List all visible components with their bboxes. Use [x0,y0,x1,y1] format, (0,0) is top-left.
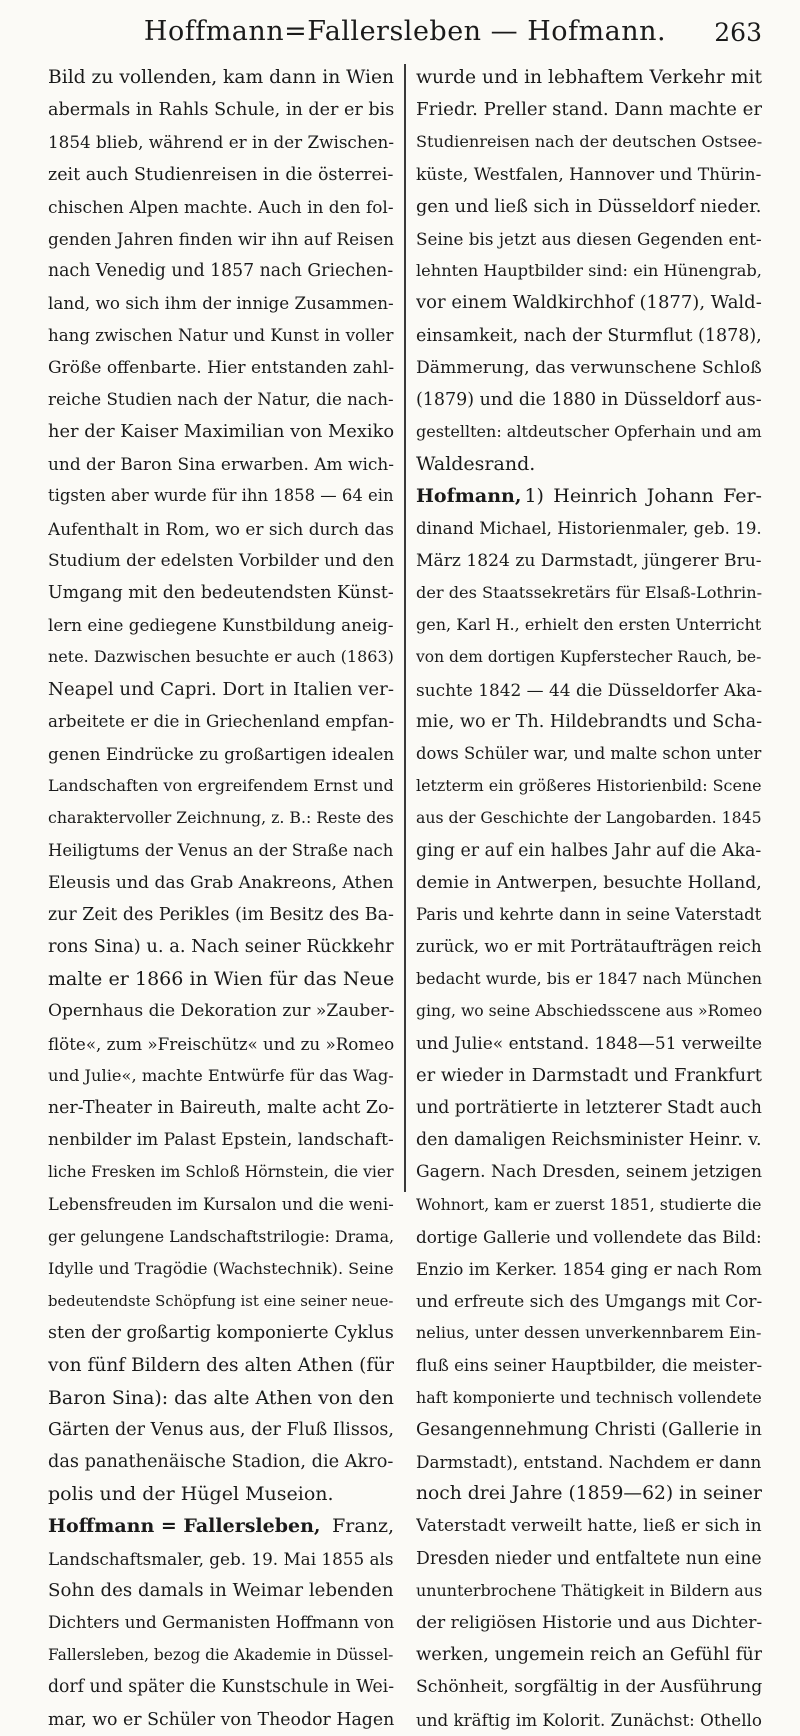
line-text: und porträtierte in letzterer Stadt auch [415,1098,762,1118]
line-text: Gärten der Venus aus, der Fluß Ilissos, [48,1419,394,1440]
text-line [48,1124,394,1156]
line-text: Lebensfreuden im Kursalon und die weni- [48,1194,394,1214]
text-line [48,416,394,448]
text-line [416,867,762,899]
text-line [48,1156,394,1188]
line-text: genen Eindrücke zu großartigen idealen [48,743,394,764]
line-text: Franz, [332,1515,394,1538]
text-line [416,963,762,995]
text-line [48,545,394,577]
line-text: bedeutendste Schöpfung ist eine seiner neue- [48,1292,394,1311]
line-text: flöte«, zum »Freischütz« und zu »Romeo [48,1033,394,1054]
line-text: genden Jahren finden wir ihn auf Reisen [48,228,394,249]
line-text: nach Venedig und 1857 nach Griechen- [48,261,394,282]
text-columns [48,62,762,1730]
text-line [48,1478,394,1510]
entry-headword: Hoffmann = Fallersleben, [48,1515,321,1538]
text-line [416,770,762,802]
line-text: reiche Studien nach der Natur, die nach- [48,389,394,409]
text-line [416,802,762,834]
text-line [48,480,394,512]
line-text: charaktervoller Zeichnung, z. B.: Reste des [48,808,394,828]
line-text: nelius, unter dessen unverkennbarem Ein- [415,1323,762,1343]
line-text: Vaterstadt verweilt hatte, ließ er sich in [415,1516,762,1537]
text-line [416,674,762,706]
text-line [416,62,762,94]
line-text: chischen Alpen machte. Auch in den fol- [48,196,394,217]
line-text: bedacht wurde, bis er 1847 nach München [415,969,762,989]
line-text: Opernhaus die Dekoration zur »Zauber- [48,1001,394,1022]
line-text: Dämmerung, das verwunschene Schloß [415,357,762,378]
line-text: Landschaftsmaler, geb. 19. Mai 1855 als [48,1548,394,1569]
line-text: und kräftig im Kolorit. Zunächst: Othello [415,1709,762,1730]
text-line [416,513,762,545]
line-text: rons Sina) u. a. Nach seiner Rückkehr [48,936,394,958]
text-line [48,1382,394,1414]
line-text: Seine bis jetzt aus diesen Gegenden ent- [415,228,762,249]
line-text: Dichters und Germanisten Hoffmann von [48,1613,394,1632]
line-text: den damaligen Reichsminister Heinr. v. [415,1130,762,1151]
line-text: polis und der Hügel Museion. [48,1483,334,1506]
text-line [48,62,394,94]
text-line [48,320,394,352]
line-text: und der Baron Sina erwarben. Am wich- [48,454,394,475]
line-text: suchte 1842 — 44 die Düsseldorfer Aka- [415,679,762,700]
text-line [48,1285,394,1317]
text-line [416,835,762,867]
text-line [48,1317,394,1349]
text-line [48,352,394,384]
line-text: gen, Karl H., erhielt den ersten Unterricht [415,615,762,635]
line-text: Wohnort, kam er zuerst 1851, studierte die [415,1194,762,1214]
line-text: dows Schüler war, und malte schon unter [415,743,762,763]
text-line [416,287,762,319]
text-line [48,867,394,899]
line-text: Sohn des damals in Weimar lebenden [48,1579,394,1601]
text-line [416,352,762,384]
line-text: wurde und in lebhaftem Verkehr mit [415,67,762,88]
line-text: 1854 blieb, während er in der Zwischen- [48,132,394,153]
line-text: gen und ließ sich in Düsseldorf nieder. [415,196,762,217]
text-line [416,1221,762,1253]
line-text: er wieder in Darmstadt und Frankfurt [415,1064,762,1086]
text-line [416,1607,762,1639]
text-line [48,287,394,319]
line-text: Gesangennehmung Christi (Gallerie in [415,1419,762,1440]
line-text: Größe offenbarte. Hier entstanden zahl- [48,357,394,378]
line-text: arbeitete er die in Griechenland empfan- [48,711,394,731]
text-line [48,674,394,706]
text-line [416,1060,762,1092]
entry-headword: Hofmann, [415,485,522,508]
text-line [48,1221,394,1253]
column-divider [404,64,405,1192]
line-text: Studium der edelsten Vorbilder und den [48,550,394,571]
text-line [48,1671,394,1703]
text-line [48,255,394,287]
text-line [416,191,762,223]
line-text: malte er 1866 in Wien für das Neue [48,968,394,991]
line-text: aus der Geschichte der Langobarden. 1845 [415,808,762,828]
line-text: 1) Heinrich Johann Fer- [524,485,762,508]
text-line [48,1639,394,1671]
text-line [48,448,394,480]
line-text: und erfreute sich des Umgangs mit Cor- [415,1291,762,1312]
page-number: 263 [714,18,762,47]
line-text: Umgang mit den bedeutendsten Künst- [48,583,394,603]
line-text: Enzio im Kerker. 1854 ging er nach Rom [415,1258,762,1279]
text-line [48,1028,394,1060]
text-line [48,223,394,255]
left-column [48,62,394,1730]
text-line [416,995,762,1027]
line-text: und Julie« entstand. 1848—51 verweilte [415,1033,762,1054]
text-line [48,1446,394,1478]
text-line [416,609,762,641]
line-text: Fallersleben, bezog die Akademie in Düssel- [48,1646,394,1665]
text-line [48,159,394,191]
text-line [48,770,394,802]
line-text: ununterbrochene Thätigkeit in Bildern aus [415,1580,762,1600]
page-header [48,0,762,68]
text-line [416,384,762,416]
text-line [48,641,394,673]
text-line [416,1575,762,1607]
line-text: Landschaften von ergreifendem Ernst und [48,776,394,796]
text-line [48,1543,394,1575]
line-text: von fünf Bildern des alten Athen (für [48,1354,394,1376]
text-line [416,1317,762,1349]
line-text: sten der großartig komponierte Cyklus [48,1323,394,1344]
line-text: das panathenäische Stadion, die Akro- [48,1452,394,1473]
text-line [416,255,762,287]
text-line [48,1092,394,1124]
line-text: land, wo sich ihm der innige Zusammen- [48,293,394,314]
text-line [48,577,394,609]
line-text: letzterm ein größeres Historienbild: Scene [415,776,762,796]
text-line [416,1124,762,1156]
line-text: ging er auf ein halbes Jahr auf die Aka- [415,840,762,861]
text-line [48,995,394,1027]
line-text: werken, ungemein reich an Gefühl für [415,1644,762,1666]
line-text: März 1824 zu Darmstadt, jüngerer Bru- [415,550,762,571]
line-text: und Julie«, machte Entwürfe für das Wag- [48,1065,394,1085]
text-line [48,126,394,158]
text-line [48,899,394,931]
line-text: zurück, wo er mit Porträtaufträgen reich [415,937,762,957]
text-line [48,1060,394,1092]
line-text: demie in Antwerpen, besuchte Holland, [415,872,762,893]
line-text: Baron Sina): das alte Athen von den [48,1386,394,1409]
text-line [416,1350,762,1382]
line-text: abermals in Rahls Schule, in der er bis [48,100,394,121]
text-line [48,835,394,867]
text-line [416,1639,762,1671]
text-line [48,963,394,995]
text-line [416,545,762,577]
line-text: Dresden nieder und entfaltete nun eine [415,1548,762,1569]
text-line [416,1253,762,1285]
line-text: Waldesrand. [415,453,536,476]
text-line [416,1156,762,1188]
line-text: vor einem Waldkirchhof (1877), Wald- [415,292,762,314]
line-text: der des Staatssekretärs für Elsaß-Lothrin- [415,583,762,602]
line-text: liche Fresken im Schloß Hörnstein, die vier [48,1162,394,1182]
line-text: zur Zeit des Perikles (im Besitz des Ba- [48,904,394,925]
line-text: (1879) und die 1880 in Düsseldorf aus- [415,389,762,410]
text-line [48,931,394,963]
line-text: von dem dortigen Kupferstecher Rauch, be- [415,648,762,667]
text-line [48,706,394,738]
line-text: gestellten: altdeutscher Opferhain und am [415,422,762,442]
line-text: Neapel und Capri. Dort in Italien ver- [48,678,394,700]
line-text: Heiligtums der Venus an der Straße nach [48,840,394,860]
line-text: zeit auch Studienreisen in die österrei- [48,164,394,185]
running-head: Hoffmann=Fallersleben — Hofmann. [143,16,667,47]
line-text: her der Kaiser Maximilian von Mexiko [48,421,394,443]
line-text: Eleusis und das Grab Anakreons, Athen [48,872,394,893]
text-line [416,1092,762,1124]
text-line [48,1253,394,1285]
text-line [416,1028,762,1060]
text-line [48,191,394,223]
line-text: lehnten Hauptbilder sind: ein Hünengrab, [415,261,762,281]
text-line [416,1671,762,1703]
text-line [416,1382,762,1414]
line-text: Darmstadt), entstand. Nachdem er dann [415,1452,762,1473]
text-line [416,1478,762,1510]
line-text: ger gelungene Landschaftstrilogie: Drama, [48,1226,394,1246]
line-text: ner-Theater in Baireuth, malte acht Zo- [48,1098,394,1118]
line-text: nete. Dazwischen besuchte er auch (1863) [48,647,394,667]
text-line [416,448,762,480]
text-line [416,159,762,191]
text-line [416,126,762,158]
line-text: fluß eins seiner Hauptbilder, die meister- [415,1355,762,1375]
line-text: Gagern. Nach Dresden, seinem jetzigen [415,1162,762,1183]
text-line [48,1607,394,1639]
text-line [48,384,394,416]
text-line [48,1350,394,1382]
line-text: dinand Michael, Historienmaler, geb. 19. [415,518,762,538]
line-text: einsamkeit, nach der Sturmflut (1878), [415,325,762,346]
line-text: nenbilder im Palast Epstein, landschaft- [48,1130,394,1151]
text-line [416,94,762,126]
right-column [415,62,762,1730]
line-text: Bild zu vollenden, kam dann in Wien [48,67,394,88]
text-line [48,1414,394,1446]
line-text: Aufenthalt in Rom, wo er sich durch das [48,518,394,539]
line-text: Paris und kehrte dann in seine Vaterstadt [415,904,762,924]
line-text: haft komponierte und technisch vollendete [415,1387,762,1407]
line-text: mie, wo er Th. Hildebrandts und Scha- [415,711,762,732]
line-text: lern eine gediegene Kunstbildung aneig- [48,615,394,636]
line-text: dortige Gallerie und vollendete das Bild: [415,1226,762,1247]
text-line [48,1575,394,1607]
line-text: der religiösen Historie und aus Dichter- [415,1613,762,1633]
text-line [48,609,394,641]
text-line [416,480,762,512]
text-line [416,1704,762,1736]
line-text: tigsten aber wurde für ihn 1858 — 64 ein [48,486,394,506]
text-line [48,94,394,126]
line-text: hang zwischen Natur und Kunst in voller [48,325,394,345]
text-line [416,706,762,738]
text-line [48,1704,394,1736]
line-text: Idylle und Tragödie (Wachstechnik). Seine [48,1258,394,1278]
text-line [416,1446,762,1478]
line-text: ging, wo seine Abschiedsscene aus »Romeo [415,1002,762,1021]
line-text: dorf und später die Kunstschule in Wei- [48,1677,394,1698]
text-line [416,577,762,609]
line-text: noch drei Jahre (1859—62) in seiner [415,1483,762,1505]
text-line [48,513,394,545]
text-line [416,1543,762,1575]
line-text: Schönheit, sorgfältig in der Ausführung [415,1677,762,1698]
text-line [416,223,762,255]
text-line [416,899,762,931]
line-text: küste, Westfalen, Hannover und Thürin- [415,164,762,185]
text-line [416,416,762,448]
text-line [48,802,394,834]
text-line [416,1414,762,1446]
text-line [416,320,762,352]
line-text: Studienreisen nach der deutschen Ostsee- [415,132,762,152]
text-line [48,1510,394,1542]
text-line [416,931,762,963]
text-line [416,1285,762,1317]
line-text: mar, wo er Schüler von Theodor Hagen [48,1709,394,1730]
text-line [416,738,762,770]
text-line [416,641,762,673]
text-line [48,738,394,770]
line-text: Friedr. Preller stand. Dann machte er [415,99,762,121]
text-line [416,1510,762,1542]
